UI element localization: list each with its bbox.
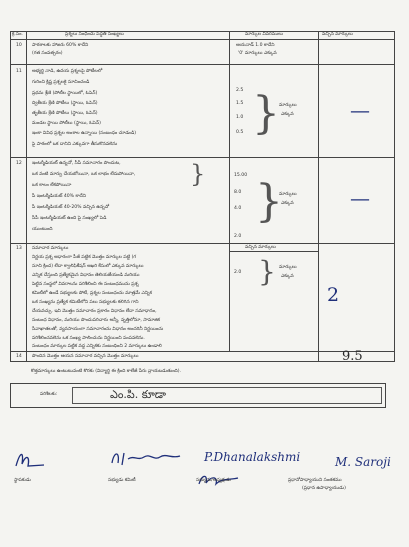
marks-value: 2 — [327, 284, 340, 306]
row-line: ఇంకా వివిధ ప్రశ్నల అంశాల ఉన్నాయి (సంబంధం చూడండి) — [32, 131, 137, 136]
row-sno: 14 — [16, 354, 22, 359]
row-sno: 13 — [16, 246, 22, 251]
row-line: ప్రథమ శ్రేణి (పోటీల స్థాయిలో, ఓపెన్) — [32, 91, 98, 96]
brace-icon: } — [190, 160, 206, 188]
row-line: ఇంటర్మీడియట్ ఉన్నచో, సీపీ సమాచారం పొందుట, — [32, 161, 121, 166]
header-marks-detail: మార్కుల వివరములు — [245, 32, 283, 37]
brace-icon: } — [252, 88, 280, 139]
detail-value: 0.5 — [236, 130, 244, 135]
row-line: సంబంధం మార్కుల పట్టిక వద్ద ఎన్నికకు సంబంధించి 2 మార్కులు ఉండాలి — [32, 344, 162, 349]
detail-value: 8.0 — [234, 190, 242, 195]
row-divider — [10, 351, 395, 352]
row-line: కమిటీలో ఉండే సభ్యులకు పోటీ, ప్రశ్నల సంబంధంను మాత్రమే ఎన్నిక — [32, 291, 152, 296]
detail-label: మార్కులు — [279, 103, 297, 108]
row-line: గురించి క్లిష్ట ప్రశ్నలకై సూచించండి — [32, 80, 90, 85]
row-title: సమాచార మార్కులు — [32, 246, 69, 251]
row-line: పీ ఇంటర్మీడియట్ 40-20% వచ్చిన ఉన్నచో — [32, 205, 109, 210]
marks-value: — — [350, 186, 370, 210]
row-divider — [10, 39, 395, 40]
row-sno: 12 — [16, 161, 22, 166]
detail-value: 2.0 — [234, 270, 242, 275]
header-marks: వచ్చిన మార్కులు — [322, 32, 353, 37]
column-divider — [26, 31, 27, 362]
row-line: (గత సంవత్సరం) — [32, 51, 63, 56]
signature-caption-extra: (ప్రధాన ఉపాధ్యాయుడు) — [302, 486, 346, 491]
row-line: మండల స్థాయి పోటీలు (స్థాయి, ఓపెన్) — [32, 121, 101, 126]
row-divider — [10, 64, 395, 65]
signature-dhanalakshmi: P.Dhanalakshmi — [204, 450, 301, 464]
header-method: ప్రశ్నలు సంధించు పద్ధతి సంఖ్యలు — [65, 32, 124, 37]
detail-label: మార్కులు — [279, 265, 297, 270]
row-line: సీపీ ఇంటర్మీడియట్ ఉంది పై సంఖ్యలో పెడి — [32, 216, 107, 221]
detail-label: ఎక్కువ — [281, 274, 294, 279]
table-border-right — [394, 31, 395, 362]
signature-box-signature: ఎం.పి. కూడా — [110, 388, 167, 401]
detail-value: 1.5 — [236, 101, 244, 106]
marks-value: — — [350, 98, 370, 122]
row-line: ఎన్నిక చేస్తుంది ప్రత్యేకమైన విధానం తెలియజేయండి మరియు — [32, 273, 140, 278]
row-line: పాఠశాలకు హాజరు 60% కాదేని — [32, 43, 89, 48]
row-line: ఒక వంటి మార్పు చేయబోయినా, ఒక లాభం లేదుపోయినా, — [32, 172, 136, 177]
row-line: ఒక సంఖ్యను ప్రత్యేక కమిటీలోని పలు సభ్యులకు కలిగిన గాని — [32, 300, 139, 305]
row-line: పీ ఇంటర్మీడియట్ 40% కాదేని — [32, 194, 86, 199]
brace-icon: } — [258, 255, 276, 288]
signature-saroji: M. Saroji — [335, 455, 391, 469]
detail-value: 1.0 — [236, 115, 244, 120]
detail-label: మార్కులు — [279, 192, 297, 197]
row-divider — [10, 243, 395, 244]
row-line: సూచి క్రింద) లేదా క్వాలిఫికేషన్ ఆఖరి కేసులో ఎక్కువ మార్కులు — [32, 264, 144, 269]
row-line: పొందిన మొత్తం ఆయన సమాచార వచ్చిన మొత్తం మార్కులు — [32, 354, 139, 359]
signature-caption: సభ్యుడు/అధ్యక్షుడు — [196, 478, 231, 483]
row-line: నిర్ణయ ప్రశ్న ఆధారంగా పీజీ పట్టిక మొత్తం మార్కుల పట్టి (గ — [32, 255, 137, 260]
row-divider — [229, 251, 318, 252]
detail-header: వచ్చిన మార్కులు — [245, 245, 276, 250]
detail-value: 15.00 — [234, 173, 248, 178]
detail-label: ఎక్కువ — [281, 112, 294, 117]
row-line: ద్వితీయ శ్రేణి పోటీలు (స్థాయి, ఓపెన్) — [32, 101, 98, 106]
row-line: పరిశీలించవలెను ఒక సంఖ్య పాలించును నిర్ణయించి పంపవలెను. — [32, 336, 145, 341]
row-line: పై పాఠంలో ఒక దానిని ఎక్కువగా తీసుకొనవలెను — [32, 142, 118, 147]
row-line: తృతీయ శ్రేణి పోటీలు (స్థాయి, ఓపెన్) — [32, 111, 98, 116]
signature-caption: ప్రధానోపాధ్యాయుని సంతకము — [288, 478, 342, 483]
table-border-bottom — [10, 361, 395, 362]
detail-value: 2.5 — [236, 88, 244, 93]
row-sno: 10 — [16, 43, 22, 48]
row-detail: '0' మార్కులు ఎక్కువ — [238, 51, 277, 56]
row-line: సంబంధ విధానం, మరియు పొందుపరిచారు అన్నీ, వృత్తిలోనూ, సామాజిక — [32, 318, 160, 323]
total-marks: 9.5 — [342, 349, 363, 364]
detail-value: 2.0 — [234, 234, 242, 239]
detail-label: ఎక్కువ — [281, 201, 294, 206]
row-line: యుంటుంది — [32, 227, 53, 232]
row-line: సేవాఖాతలతో, వ్యవసాయంగా సమాచారంను విధానం అందరినీ నిర్ణయించు — [32, 327, 164, 332]
header-sno: క్ర.సం. — [12, 32, 23, 37]
row-line: ఒక కాలం లేకపోయినా — [32, 183, 72, 188]
brace-icon: } — [255, 176, 283, 227]
row-line: పెట్టిన సంస్థలో వివరాలను పరిశీలించి ఈ సంబంధమును ప్రశ్న — [32, 282, 139, 287]
signature-scribble-2 — [108, 447, 183, 469]
signature-scribble-1 — [12, 448, 48, 472]
column-divider — [318, 31, 319, 362]
signature-caption: సభ్యుడు కమిటీ — [108, 478, 136, 483]
row-sno: 11 — [16, 69, 22, 74]
signature-box-label: పరిశీలకు: — [40, 392, 58, 397]
row-line: అభ్యర్థి నాడి, ఉదయ ప్రశ్నలపై పోటీలలో — [32, 69, 103, 74]
row-divider — [10, 157, 395, 158]
row-line: చేయవచ్చు. ఇవి మొత్తం సమాచారం ప్రకారం విధానం లేదా సమాధానం, — [32, 309, 157, 314]
footer-note: కొత్తమార్కులు ఉంటుటువంటి కొరకు (విద్యార్థి ఈ క్రింది కాలేజీ పేరు వ్రాయబడుతుంది). — [31, 369, 182, 374]
column-divider — [229, 31, 230, 351]
row-detail: ఆయనాడ్ 1.0 కాదేని — [236, 43, 275, 48]
signature-caption: స్థాపకుడు — [14, 478, 31, 483]
table-border-left — [10, 31, 11, 362]
detail-value: 4.0 — [234, 206, 242, 211]
